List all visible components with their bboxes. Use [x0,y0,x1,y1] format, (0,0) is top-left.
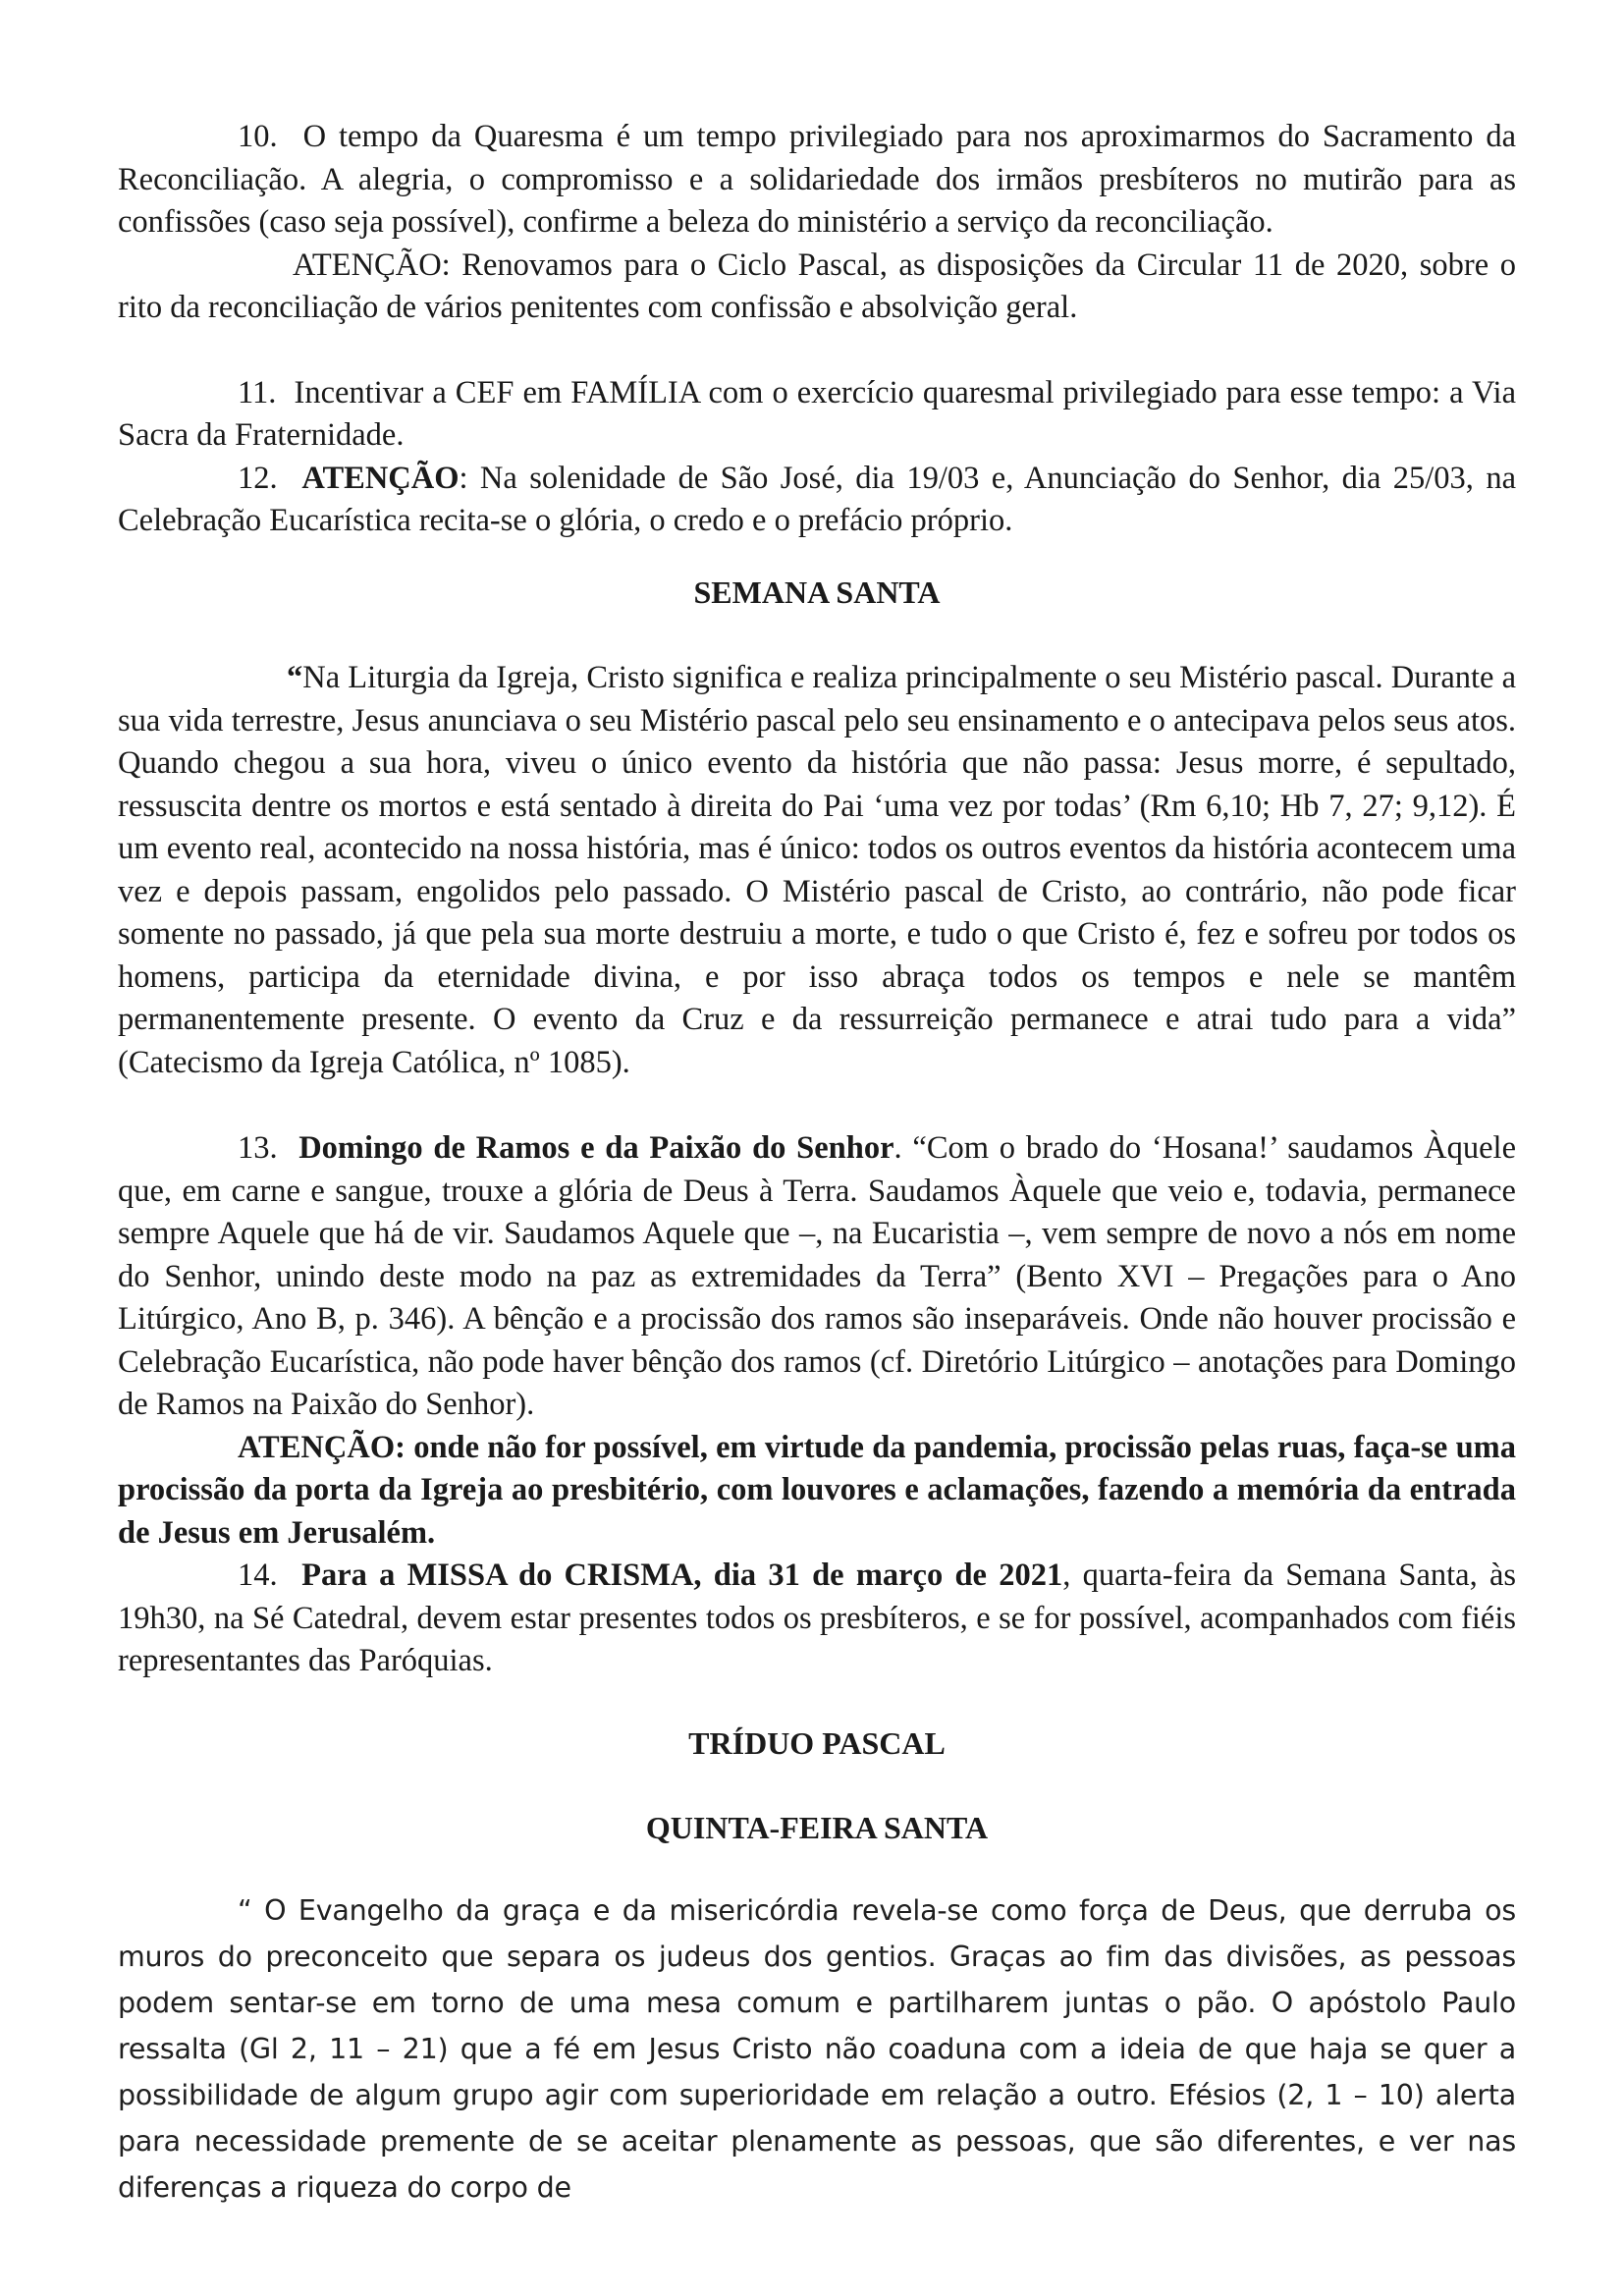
quote-open-mark: “ [287,660,303,695]
gospel-quote: “ O Evangelho da graça e da misericórdia revela-se como força de Deus, que derruba os muros do preconceito que separa os judeus dos gentios. Graças ao fim das divisões, as pessoas podem sentar-se em torno de uma mesa comum e partilharem juntas o pão. O apóstolo Paulo ressalta (Gl 2, 11 – 21) que a fé em Jesus Cristo não coaduna com a ideia de que haja se quer a possibilidade de algum grupo agir com superioridade em relação a outro. Efésios (2, 1 – 10) alerta para necessidade premente de se aceitar plenamente as pessoas, que são diferentes, e ver nas diferenças a riqueza do corpo de [118,1893,1516,2204]
heading-semana-santa: SEMANA SANTA [693,574,941,610]
item-12-bold: ATENÇÃO [301,460,460,496]
item-11-text: Incentivar a CEF em FAMÍLIA com o exercício quaresmal privilegiado para esse tempo: a Via Sacra da Fraternidade. [118,374,1516,453]
item-14-number: 14. [238,1558,278,1593]
document-page [118,116,1516,2211]
item-13-attention: ATENÇÃO: onde não for possível, em virtude da pandemia, procissão pelas ruas, faça-se uma procissão da porta da Igreja ao presbitério, com louvores e aclamações, fazendo a memória da entrada de Jesus em Jerusalém. [118,1429,1516,1551]
item-14-separator: , [693,1558,714,1593]
catechism-quote [118,657,1516,1084]
item-10-attention: ATENÇÃO: Renovamos para o Ciclo Pascal, as disposições da Circular 11 de 2020, sobre o rito da reconciliação de vários penitentes com confissão e absolvição geral. [118,246,1516,325]
item-13 [118,1127,1516,1427]
item-12-number: 12. [238,460,278,496]
item-12-text: : Na solenidade de São José, dia 19/03 e, Anunciação do Senhor, dia 25/03, na Celebração Eucarística recita-se o glória, o credo e o prefácio próprio. [118,460,1516,538]
item-11-number: 11. [238,374,277,410]
item-11 [118,372,1516,458]
item-13-text: . “Com o brado do ‘Hosana!’ saudamos Àquele que, em carne e sangue, trouxe a glória de Deus à Terra. Saudamos Àquele que veio e, todavia, permanece sempre Aquele que há de vir. Saudamos Aquele que –, na Eucaristia –, vem sempre de novo a nós em nome do Senhor, unindo deste modo na paz as extremidades da Terra” (Bento XVI – Pregações para o Ano Litúrgico, Ano B, p. 346). A bênção e a procissão dos ramos são inseparáveis. Onde não houver procissão e Celebração Eucarística, não pode haver bênção dos ramos (cf. Diretório Litúrgico – anotações para Domingo de Ramos na Paixão do Senhor). [118,1130,1516,1422]
item-14-bold-2: dia 31 de março de 2021 [713,1558,1063,1593]
item-10 [118,116,1516,245]
item-12 [118,458,1516,543]
item-13-bold: Domingo de Ramos e da Paixão do Senhor [298,1130,894,1166]
heading-triduo-pascal: TRÍDUO PASCAL [688,1724,946,1761]
item-14-bold-1: Para a MISSA do CRISMA [301,1558,694,1593]
heading-quinta-feira-santa: QUINTA-FEIRA SANTA [645,1810,989,1845]
item-14-text: , quarta-feira da Semana Santa, às 19h30, na Sé Catedral, devem estar presentes todos os presbíteros, e se for possível, acompanhados com fiéis representantes das Paróquias. [118,1558,1517,1678]
item-13-number: 13. [238,1130,278,1166]
item-14 [118,1555,1516,1683]
quote-text: Na Liturgia da Igreja, Cristo significa e realiza principalmente o seu Mistério pascal. Durante a sua vida terrestre, Jesus anunciava o seu Mistério pascal pelo seu ensinamento e o antecipava pelos seus atos. Quando chegou a sua hora, viveu o único evento da história que não passa: Jesus morre, é sepultado, ressuscita dentre os mortos e está sentado à direita do Pai ‘uma vez por todas’ (Rm 6,10; Hb 7, 27; 9,12). É um evento real, acontecido na nossa história, mas é único: todos os outros eventos da história acontecem uma vez e depois passam, engolidos pelo passado. O Mistério pascal de Cristo, ao contrário, não pode ficar somente no passado, já que pela sua morte destruiu a morte, e tudo o que Cristo é, fez e sofreu por todos os homens, participa da eternidade divina, e por isso abraça todos os tempos e nele se mantêm permanentemente presente. O evento da Cruz e da ressurreição permanece e atrai tudo para a vida” (Catecismo da Igreja Católica, nº 1085). [118,660,1516,1080]
item-10-text: O tempo da Quaresma é um tempo privilegiado para nos aproximarmos do Sacramento da Reconciliação. A alegria, o compromisso e a solidariedade dos irmãos presbíteros no mutirão para as confissões (caso seja possível), confirme a beleza do ministério a serviço da reconciliação. [118,119,1516,240]
item-10-number: 10. [238,119,278,154]
